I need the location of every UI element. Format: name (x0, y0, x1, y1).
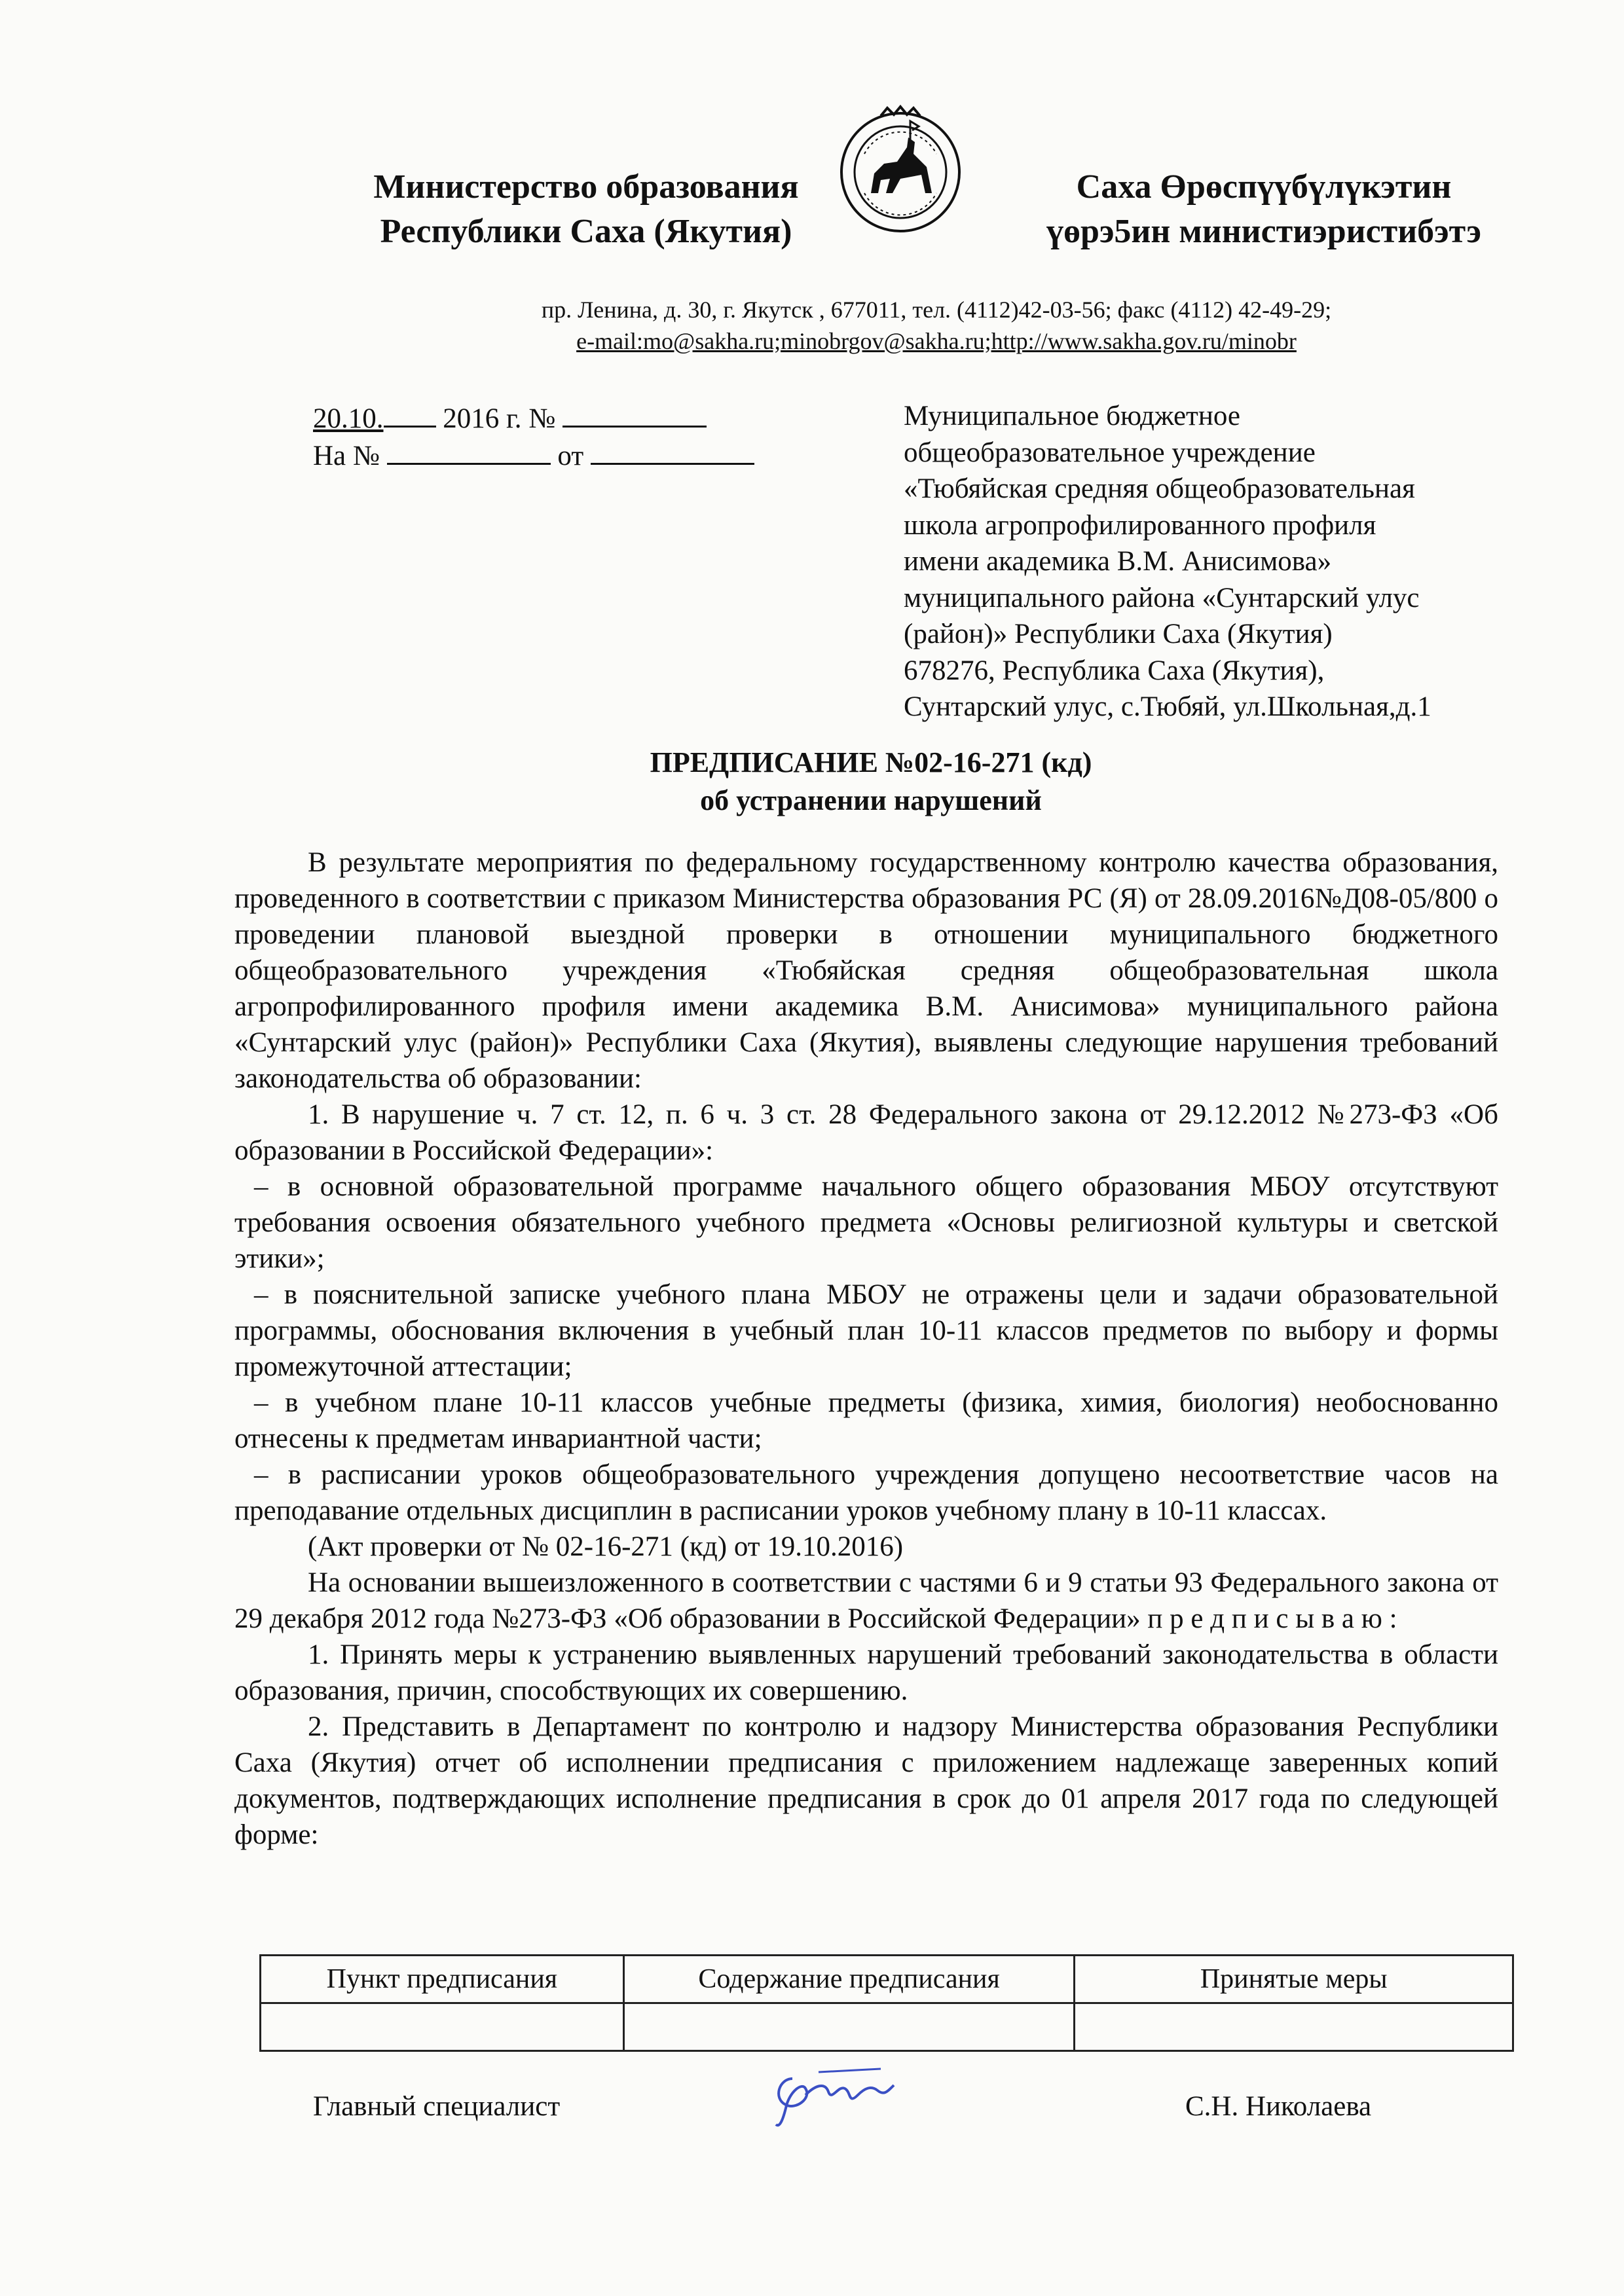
document-title (249, 744, 1493, 820)
ministry-name-ru-line1: Министерство образования (373, 168, 799, 206)
ministry-name-ru (249, 165, 923, 254)
table-row (261, 2003, 1513, 2051)
basis-paragraph: На основании вышеизложенного в соответствии с частями 6 и 9 статьи 93 Федерального закона от 29 декабря 2012 года №273-ФЗ «Об образовании в Российской Федерации» п р е д п и с ы в а ю : (234, 1567, 1498, 1634)
signer-position: Главный специалист (313, 2091, 561, 2122)
report-form-table (259, 1954, 1514, 2052)
intro-paragraph: В результате мероприятия по федеральному государственному контролю качества образования, проведенного в соответствии с приказом Министерства образования РС (Я) от 28.09.2016№Д08-05/800 о проведении плановой выездной проверки в отношении муниципального бюджетного общеобразовательного учреждения «Тюбяйская средняя общеобразовательная школа агропрофилированного профиля имени академика В.М. Анисимова» муниципального района «Сунтарский улус (район)» Республики Саха (Якутия), выявлены следующие нарушения требований законодательства об образовании: (234, 847, 1498, 1094)
violation-bullet-3: – в учебном плане 10-11 классов учебные предметы (физика, химия, биология) необоснованно отнесены к предметам инвариантной части; (234, 1387, 1498, 1454)
column-header-measures: Принятые меры (1075, 1956, 1513, 2003)
ministry-name-sakha-line1: Саха Өрөспүүбүлүкэтин (1076, 168, 1452, 206)
document-title-number: ПРЕДПИСАНИЕ №02-16-271 (кд) (650, 746, 1092, 778)
document-title-subject: об устранении нарушений (700, 784, 1042, 816)
table-header-row (261, 1956, 1513, 2003)
reference-block (313, 399, 811, 474)
recipient-line: имени академика В.М. Анисимова» (904, 546, 1332, 577)
recipient-line: Муниципальное бюджетное (904, 401, 1240, 431)
recipient-line: школа агропрофилированного профиля (904, 509, 1376, 541)
reply-date-field (591, 437, 754, 465)
recipient-line: (район)» Республики Саха (Якутия) (904, 619, 1333, 649)
ministry-name-sakha (1008, 165, 1519, 254)
date-underline (384, 399, 436, 428)
date-number-line (313, 399, 811, 437)
reply-number-field (387, 437, 551, 465)
table-cell (1075, 2003, 1513, 2051)
recipient-line: общеобразовательное учреждение (904, 437, 1316, 468)
recipient-line: «Тюбяйская средняя общеобразовательная (904, 473, 1415, 504)
document-date: 20.10. (313, 403, 384, 434)
coat-of-arms-emblem (835, 101, 966, 239)
document-year-number: 2016 г. № (443, 403, 556, 434)
order-item-1: 1. Принять меры к устранению выявленных нарушений требований законодательства в области образования, причин, способствующих их совершению. (234, 1639, 1498, 1706)
violation-bullet-1: – в основной образовательной программе начального общего образования МБОУ отсутствуют требования освоения обязательного учебного предмета «Основы религиозной культуры и светской этики»; (234, 1171, 1498, 1274)
column-header-item: Пункт предписания (261, 1956, 624, 2003)
reply-number-label: На № (313, 441, 380, 471)
inspection-act-reference: (Акт проверки от № 02-16-271 (кд) от 19.10.2016) (308, 1531, 904, 1562)
recipient-address (904, 398, 1559, 725)
document-number-field (563, 399, 707, 428)
document-body (234, 845, 1498, 1853)
recipient-line: 678276, Республика Саха (Якутия), (904, 655, 1325, 686)
ministry-name-sakha-line2: үөрэ5ин министиэристибэтэ (1046, 213, 1481, 250)
recipient-line: муниципального района «Сунтарский улус (904, 582, 1420, 613)
ministry-name-ru-line2: Республики Саха (Якутия) (380, 213, 792, 250)
ministry-contacts-link[interactable]: e-mail:mo@sakha.ru;minobrgov@sakha.ru;http://www.sakha.gov.ru/minobr (576, 328, 1297, 354)
recipient-line: Сунтарский улус, с.Тюбяй, ул.Школьная,д.1 (904, 691, 1431, 722)
table-cell (261, 2003, 624, 2051)
table-cell (623, 2003, 1075, 2051)
reply-to-line (313, 437, 811, 474)
ministry-address: пр. Ленина, д. 30, г. Якутск , 677011, тел. (4112)42-03-56; факс (4112) 42-49-29; (541, 297, 1332, 323)
signer-name: С.Н. Николаева (1185, 2091, 1372, 2122)
violation-item-1: 1. В нарушение ч. 7 ст. 12, п. 6 ч. 3 ст. 28 Федерального закона от 29.12.2012 №273-ФЗ «Об образовании в Российской Федерации»: (234, 1099, 1498, 1166)
handwritten-signature (766, 2059, 904, 2131)
order-item-2: 2. Представить в Департамент по контролю и надзору Министерства образования Республики Саха (Якутия) отчет об исполнении предписания с приложением надлежаще заверенных копий документов, подтверждающих исполнение предписания в срок до 01 апреля 2017 года по следующей форме: (234, 1711, 1498, 1850)
reply-date-label: от (557, 441, 584, 471)
violation-bullet-2: – в пояснительной записке учебного плана МБОУ не отражены цели и задачи образовательной программы, обоснования включения в учебный план 10-11 классов предметов по выбору и формы промежуточной аттестации; (234, 1279, 1498, 1382)
violation-bullet-4: – в расписании уроков общеобразовательного учреждения допущено несоответствие часов на преподавание отдельных дисциплин в расписании уроков учебному плану в 10-11 классах. (234, 1459, 1498, 1526)
column-header-content: Содержание предписания (623, 1956, 1075, 2003)
